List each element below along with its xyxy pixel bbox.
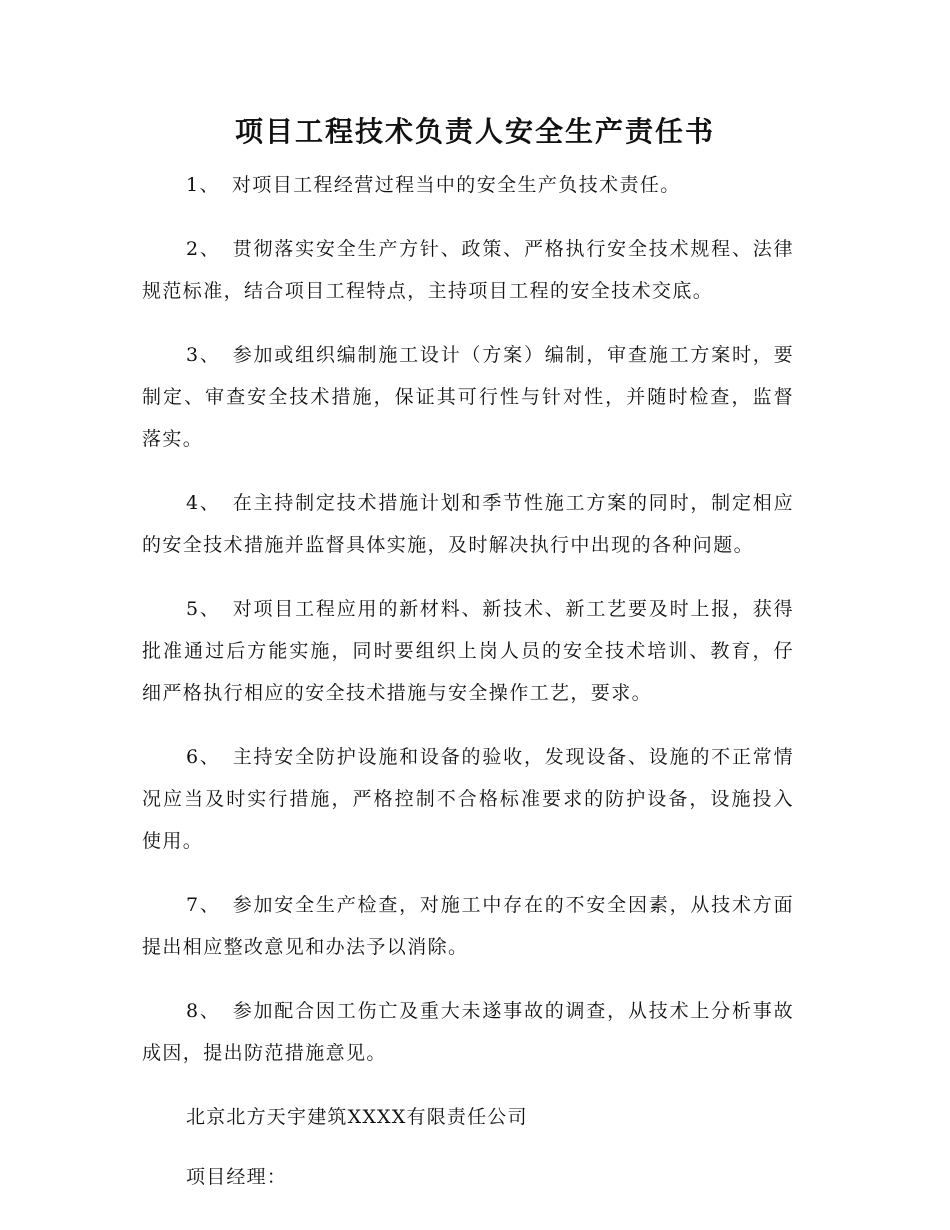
company-name: 北京北方天宇建筑XXXX有限责任公司 bbox=[186, 1106, 528, 1128]
clause-number: 4、 bbox=[186, 492, 221, 514]
clause-number: 8、 bbox=[186, 1000, 221, 1022]
clause-item bbox=[142, 482, 794, 566]
clause-text: 参加配合因工伤亡及重大未遂事故的调查，从技术上分析事故成因，提出防范措施意见。 bbox=[142, 1000, 794, 1064]
clause-text: 对项目工程应用的新材料、新技术、新工艺要及时上报，获得批准通过后方能实施，同时要组织上岗人员的安全技术培训、教育，仔细严格执行相应的安全技术措施与安全操作工艺，要求。 bbox=[142, 598, 794, 704]
clause-number: 7、 bbox=[186, 894, 221, 916]
clause-number: 6、 bbox=[186, 746, 221, 768]
clause-item bbox=[142, 736, 794, 862]
clause-number: 5、 bbox=[186, 598, 221, 620]
project-manager-label: 项目经理： bbox=[186, 1166, 288, 1188]
clause-text: 在主持制定技术措施计划和季节性施工方案的同时，制定相应的安全技术措施并监督具体实施，及时解决执行中出现的各种问题。 bbox=[142, 492, 794, 556]
clause-text: 参加安全生产检查，对施工中存在的不安全因素，从技术方面提出相应整改意见和办法予以消除。 bbox=[142, 894, 794, 958]
document-title: 项目工程技术负责人安全生产责任书 bbox=[234, 115, 715, 148]
clause-text: 贯彻落实安全生产方针、政策、严格执行安全技术规程、法律规范标准，结合项目工程特点，主持项目工程的安全技术交底。 bbox=[142, 238, 794, 302]
clause-text: 参加或组织编制施工设计（方案）编制，审查施工方案时，要制定、审查安全技术措施，保证其可行性与针对性，并随时检查，监督落实。 bbox=[142, 344, 794, 450]
clause-item bbox=[142, 228, 794, 312]
clause-item bbox=[142, 334, 794, 460]
clause-text: 主持安全防护设施和设备的验收，发现设备、设施的不正常情况应当及时实行措施，严格控制不合格标准要求的防护设备，设施投入使用。 bbox=[142, 746, 794, 852]
clause-item bbox=[142, 990, 794, 1074]
clause-item bbox=[142, 588, 794, 714]
document-body bbox=[142, 164, 794, 1216]
clause-item bbox=[142, 164, 794, 206]
clause-number: 1、 bbox=[186, 174, 220, 196]
clause-item bbox=[142, 884, 794, 968]
clause-text: 对项目工程经营过程当中的安全生产负技术责任。 bbox=[231, 174, 681, 196]
clause-number: 3、 bbox=[186, 344, 221, 366]
clause-number: 2、 bbox=[186, 238, 221, 260]
